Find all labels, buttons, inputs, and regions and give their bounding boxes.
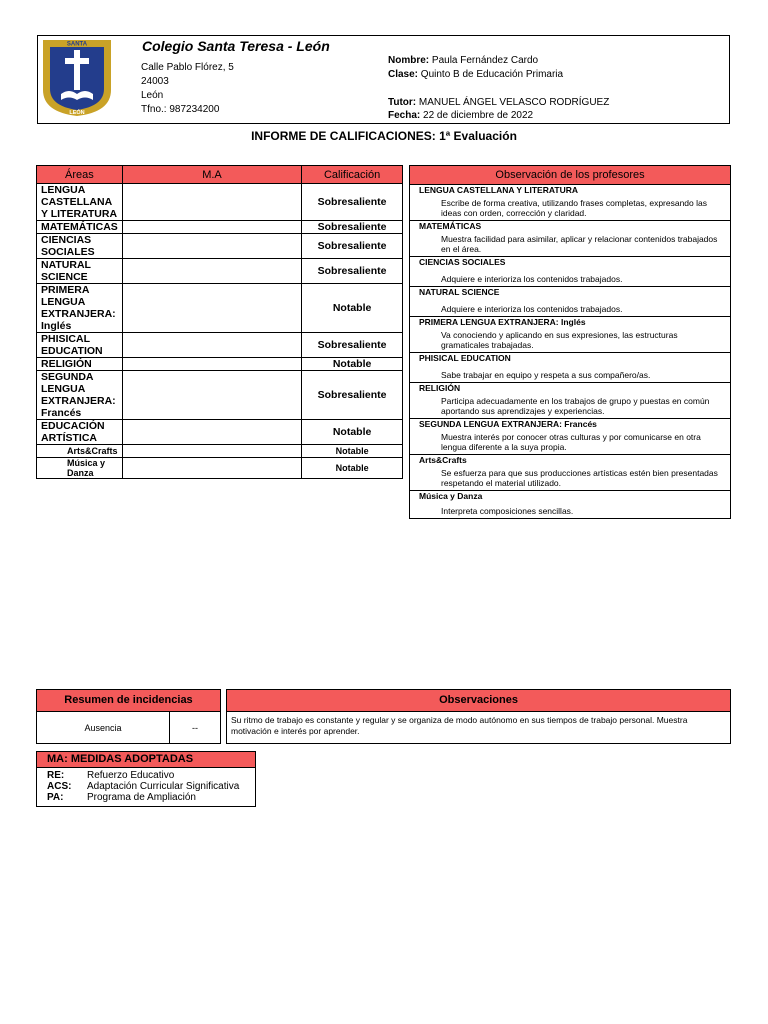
school-address-city: León	[141, 90, 164, 101]
table-row	[37, 445, 403, 458]
measure-code: ACS:	[47, 781, 72, 792]
list-item	[37, 770, 255, 781]
measures-header: MA: MEDIDAS ADOPTADAS	[37, 752, 255, 768]
student-class-label: Clase:	[388, 69, 419, 80]
observation-title: RELIGIÓN	[419, 383, 461, 393]
general-observations-text: Su ritmo de trabajo es constante y regular y se organiza de modo autónomo en sus tiempos de trabajo personal. Muestra motivación e interés por aprender.	[231, 715, 688, 736]
observation-text: Interpreta composiciones sencillas.	[441, 506, 574, 516]
area-ma	[122, 371, 301, 420]
table-row	[37, 420, 403, 445]
area-grade: Sobresaliente	[302, 221, 403, 234]
table-row	[37, 221, 403, 234]
area-ma	[122, 184, 301, 221]
list-item	[37, 781, 255, 792]
observation-title: NATURAL SCIENCE	[419, 287, 500, 297]
area-ma	[122, 221, 301, 234]
observation-title: LENGUA CASTELLANA Y LITERATURA	[419, 185, 578, 195]
observation-title: PRIMERA LENGUA EXTRANJERA: Inglés	[419, 317, 586, 327]
area-name: EDUCACIÓN ARTÍSTICA	[37, 420, 123, 445]
table-row	[37, 284, 403, 333]
list-item	[410, 317, 730, 353]
measure-desc: Adaptación Curricular Significativa	[87, 781, 240, 792]
area-grade: Sobresaliente	[302, 259, 403, 284]
area-grade: Sobresaliente	[302, 333, 403, 358]
observation-title: Arts&Crafts	[419, 455, 467, 465]
table-row	[37, 184, 403, 221]
school-crest-logo	[41, 38, 113, 118]
incidents-summary-box	[36, 689, 221, 744]
observation-title: PHISICAL EDUCATION	[419, 353, 511, 363]
student-class-row	[388, 69, 563, 80]
teacher-observations-header: Observación de los profesores	[410, 166, 730, 185]
grades-header-row	[37, 166, 403, 184]
list-item	[410, 257, 730, 287]
subarea-name: Música y Danza	[37, 458, 123, 479]
incidents-header: Resumen de incidencias	[37, 690, 220, 712]
observation-text: Escribe de forma creativa, utilizando frases completas, expresando las ideas con orden, corrección y claridad.	[441, 198, 707, 218]
list-item	[410, 287, 730, 317]
school-phone: Tfno.: 987234200	[141, 104, 220, 115]
area-name: SEGUNDA LENGUA EXTRANJERA: Francés	[37, 371, 123, 420]
area-ma	[122, 284, 301, 333]
observation-title: SEGUNDA LENGUA EXTRANJERA: Francés	[419, 419, 597, 429]
svg-text:SANTA: SANTA	[66, 41, 88, 48]
area-grade: Notable	[302, 284, 403, 333]
area-grade: Sobresaliente	[302, 371, 403, 420]
svg-text:LEÓN: LEÓN	[69, 110, 85, 116]
tutor-row	[388, 97, 609, 108]
observation-text: Adquiere e interioriza los contenidos trabajados.	[441, 274, 623, 284]
subarea-name: Arts&Crafts	[37, 445, 123, 458]
observation-title: CIENCIAS SOCIALES	[419, 257, 506, 267]
date-row	[388, 110, 533, 121]
header-calificacion: Calificación	[302, 166, 403, 184]
area-grade: Notable	[302, 358, 403, 371]
date-label: Fecha:	[388, 110, 421, 121]
area-ma	[122, 358, 301, 371]
student-name: Paula Fernández Cardo	[431, 55, 539, 66]
observation-title: Música y Danza	[419, 491, 483, 501]
incident-row	[37, 712, 220, 743]
table-row	[37, 358, 403, 371]
grades-table	[36, 165, 403, 479]
general-observations-box	[226, 689, 731, 744]
table-row	[37, 458, 403, 479]
area-grade: Sobresaliente	[302, 184, 403, 221]
area-ma	[122, 445, 301, 458]
area-name: PRIMERA LENGUA EXTRANJERA: Inglés	[37, 284, 123, 333]
area-ma	[122, 333, 301, 358]
list-item	[410, 185, 730, 221]
measures-legend-box	[36, 751, 256, 807]
observation-text: Participa adecuadamente en los trabajos de grupo y puestas en común aportando sus aprendizajes y experiencias.	[441, 396, 710, 416]
student-name-label: Nombre:	[388, 55, 430, 66]
area-name: PHISICAL EDUCATION	[37, 333, 123, 358]
area-grade: Sobresaliente	[302, 234, 403, 259]
area-grade: Notable	[302, 458, 403, 479]
observation-text: Muestra facilidad para asimilar, aplicar y relacionar contenidos trabajados en el área.	[441, 234, 718, 254]
area-name: CIENCIAS SOCIALES	[37, 234, 123, 259]
student-name-row	[388, 55, 538, 66]
observation-text: Muestra interés por conocer otras culturas y por comunicarse en otra lengua diferente a la suya propia.	[441, 432, 701, 452]
list-item	[410, 383, 730, 419]
observation-text: Va conociendo y aplicando en sus expresiones, las estructuras gramaticales trabajadas.	[441, 330, 678, 350]
measure-code: PA:	[47, 792, 64, 803]
table-row	[37, 333, 403, 358]
list-item	[410, 353, 730, 383]
list-item	[410, 419, 730, 455]
school-name: Colegio Santa Teresa - León	[142, 38, 330, 54]
header-ma: M.A	[122, 166, 301, 184]
absence-value: --	[192, 722, 198, 733]
teacher-observations-panel	[409, 165, 731, 519]
list-item	[410, 491, 730, 518]
measure-desc: Refuerzo Educativo	[87, 770, 175, 781]
school-address-street: Calle Pablo Flórez, 5	[141, 62, 234, 73]
area-name: LENGUA CASTELLANA Y LITERATURA	[37, 184, 123, 221]
observation-title: MATEMÁTICAS	[419, 221, 482, 231]
observation-text: Adquiere e interioriza los contenidos trabajados.	[441, 304, 623, 314]
observation-text: Sabe trabajar en equipo y respeta a sus compañero/as.	[441, 370, 651, 380]
report-date: 22 de diciembre de 2022	[423, 110, 534, 121]
area-name: NATURAL SCIENCE	[37, 259, 123, 284]
measures-list	[37, 768, 255, 806]
area-ma	[122, 420, 301, 445]
area-name: MATEMÁTICAS	[37, 221, 123, 234]
list-item	[37, 792, 255, 803]
header-areas: Áreas	[37, 166, 123, 184]
school-address-postal: 24003	[141, 76, 169, 87]
measure-code: RE:	[47, 770, 65, 781]
tutor-label: Tutor:	[388, 97, 417, 108]
report-title: INFORME DE CALIFICACIONES: 1ª Evaluación	[251, 129, 517, 143]
area-ma	[122, 259, 301, 284]
area-name: RELIGIÓN	[37, 358, 123, 371]
area-ma	[122, 458, 301, 479]
student-class: Quinto B de Educación Primaria	[420, 69, 564, 80]
measure-desc: Programa de Ampliación	[87, 792, 196, 803]
table-row	[37, 371, 403, 420]
table-row	[37, 234, 403, 259]
list-item	[410, 221, 730, 257]
absence-label: Ausencia	[37, 712, 170, 743]
list-item	[410, 455, 730, 491]
area-ma	[122, 234, 301, 259]
table-row	[37, 259, 403, 284]
tutor-name: MANUEL ÁNGEL VELASCO RODRÍGUEZ	[418, 97, 610, 108]
general-observations-header: Observaciones	[227, 690, 730, 712]
area-grade: Notable	[302, 445, 403, 458]
area-grade: Notable	[302, 420, 403, 445]
observation-text: Se esfuerza para que sus producciones artísticas estén bien presentadas respetando el material utilizado.	[441, 468, 718, 488]
